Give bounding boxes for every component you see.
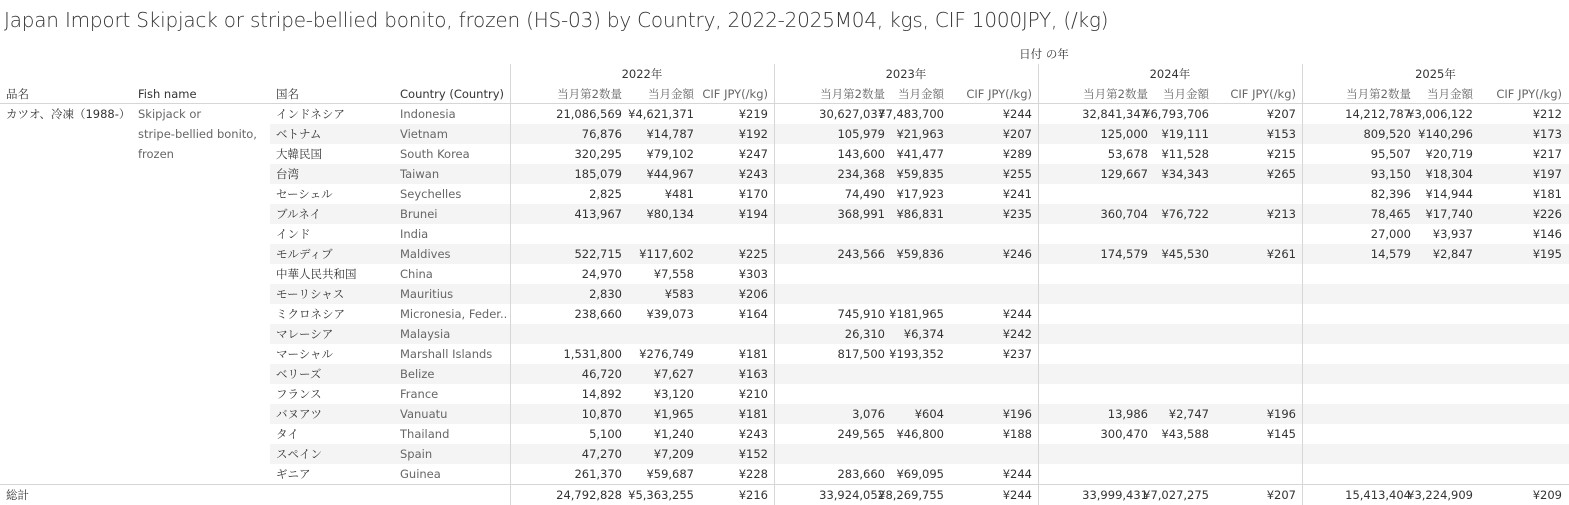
data-cell: ¥163 — [738, 367, 768, 381]
country-name-en: Mauritius — [400, 287, 454, 301]
country-name-en: Thailand — [400, 427, 450, 441]
data-cell: ¥583 — [664, 287, 694, 301]
data-cell: ¥246 — [1002, 247, 1032, 261]
data-cell: 14,212,787 — [1345, 107, 1411, 121]
data-cell: 10,870 — [581, 407, 622, 421]
data-cell: ¥69,095 — [896, 467, 944, 481]
data-cell: ¥7,483,700 — [878, 107, 944, 121]
data-cell: 817,500 — [837, 347, 885, 361]
country-name-en: Malaysia — [400, 327, 451, 341]
data-cell: ¥276,749 — [639, 347, 694, 361]
country-name-jp: フランス — [276, 387, 322, 401]
country-name-en: Indonesia — [400, 107, 456, 121]
data-cell: ¥243 — [738, 427, 768, 441]
data-cell: 1,531,800 — [563, 347, 622, 361]
header-divider — [0, 103, 1569, 104]
data-cell: ¥196 — [1266, 407, 1296, 421]
data-cell: 522,715 — [574, 247, 622, 261]
total-cell: ¥244 — [1002, 488, 1032, 502]
data-cell: ¥289 — [1002, 147, 1032, 161]
data-cell: ¥11,528 — [1161, 147, 1209, 161]
data-cell: 32,841,347 — [1082, 107, 1148, 121]
data-cell: ¥213 — [1266, 207, 1296, 221]
data-cell: ¥173 — [1532, 127, 1562, 141]
data-cell: 14,892 — [581, 387, 622, 401]
data-cell: ¥7,627 — [653, 367, 694, 381]
total-cell: 33,999,431 — [1082, 488, 1148, 502]
country-name-jp: ミクロネシア — [276, 307, 345, 321]
column-group-label: 日付 の年 — [1019, 47, 1069, 61]
data-cell: 82,396 — [1370, 187, 1411, 201]
country-name-en: Vanuatu — [400, 407, 448, 421]
product-name-en: frozen — [138, 147, 174, 161]
data-cell: 360,704 — [1100, 207, 1148, 221]
data-cell: ¥207 — [1002, 127, 1032, 141]
data-cell: ¥217 — [1532, 147, 1562, 161]
data-cell: ¥181 — [738, 407, 768, 421]
measure-header: 当月第2数量 — [557, 87, 622, 101]
measure-header: 当月金額 — [898, 87, 944, 101]
data-cell: ¥235 — [1002, 207, 1032, 221]
year-divider — [1038, 64, 1039, 505]
data-cell: 185,079 — [574, 167, 622, 181]
total-cell: 33,924,052 — [819, 488, 885, 502]
data-cell: ¥170 — [738, 187, 768, 201]
country-name-jp: モーリシャス — [276, 287, 345, 301]
data-cell: ¥17,923 — [896, 187, 944, 201]
data-cell: ¥3,006,122 — [1407, 107, 1473, 121]
data-cell: ¥3,120 — [653, 387, 694, 401]
data-cell: ¥244 — [1002, 107, 1032, 121]
measure-header: CIF JPY(/kg) — [966, 87, 1032, 101]
country-name-en: Belize — [400, 367, 435, 381]
total-cell: ¥7,027,275 — [1143, 488, 1209, 502]
data-cell: ¥207 — [1266, 107, 1296, 121]
country-name-jp: モルディブ — [276, 247, 333, 261]
year-header: 2023年 — [885, 67, 927, 81]
data-cell: ¥195 — [1532, 247, 1562, 261]
data-cell: 745,910 — [837, 307, 885, 321]
data-cell: 2,830 — [589, 287, 622, 301]
data-cell: ¥243 — [738, 167, 768, 181]
year-header: 2024年 — [1149, 67, 1191, 81]
data-cell: 261,370 — [574, 467, 622, 481]
row-header-label: 国名 — [276, 87, 299, 101]
data-cell: ¥228 — [738, 467, 768, 481]
country-name-jp: タイ — [276, 427, 299, 441]
data-cell: ¥3,937 — [1432, 227, 1473, 241]
total-cell: ¥207 — [1266, 488, 1296, 502]
data-cell: 93,150 — [1370, 167, 1411, 181]
data-cell: 14,579 — [1370, 247, 1411, 261]
data-cell: ¥39,073 — [646, 307, 694, 321]
country-name-jp: ベトナム — [276, 127, 322, 141]
data-cell: ¥2,747 — [1168, 407, 1209, 421]
year-divider — [510, 64, 511, 505]
data-cell: 26,310 — [844, 327, 885, 341]
data-cell: ¥481 — [664, 187, 694, 201]
data-cell: ¥76,722 — [1161, 207, 1209, 221]
product-name-en: Skipjack or — [138, 107, 202, 121]
country-name-jp: マーシャル — [276, 347, 334, 361]
country-name-jp: 台湾 — [276, 167, 299, 181]
data-cell: ¥59,687 — [646, 467, 694, 481]
data-cell: ¥59,835 — [896, 167, 944, 181]
measure-header: 当月金額 — [1427, 87, 1473, 101]
data-cell: ¥188 — [1002, 427, 1032, 441]
row-header-label: 品名 — [6, 87, 29, 101]
data-cell: ¥242 — [1002, 327, 1032, 341]
country-name-en: Micronesia, Feder.. — [400, 307, 508, 321]
year-divider — [774, 64, 775, 505]
country-name-jp: インド — [276, 227, 311, 241]
data-cell: ¥44,967 — [646, 167, 694, 181]
data-cell: ¥86,831 — [896, 207, 944, 221]
country-name-jp: 大韓民国 — [276, 147, 322, 161]
data-cell: 143,600 — [837, 147, 885, 161]
data-cell: ¥7,558 — [653, 267, 694, 281]
data-cell: ¥194 — [738, 207, 768, 221]
data-cell: ¥226 — [1532, 207, 1562, 221]
data-cell: 413,967 — [574, 207, 622, 221]
data-cell: 174,579 — [1100, 247, 1148, 261]
data-cell: ¥17,740 — [1425, 207, 1473, 221]
data-cell: ¥4,621,371 — [628, 107, 694, 121]
data-cell: 249,565 — [837, 427, 885, 441]
product-name-jp: カツオ、冷凍（1988-） — [6, 107, 131, 121]
data-cell: ¥145 — [1266, 427, 1296, 441]
country-name-en: China — [400, 267, 433, 281]
data-cell: ¥140,296 — [1418, 127, 1473, 141]
country-name-en: Seychelles — [400, 187, 462, 201]
data-cell: ¥265 — [1266, 167, 1296, 181]
total-cell: ¥3,224,909 — [1407, 488, 1473, 502]
total-label: 総計 — [6, 488, 29, 502]
data-cell: ¥247 — [738, 147, 768, 161]
data-cell: 95,507 — [1370, 147, 1411, 161]
data-cell: 234,368 — [837, 167, 885, 181]
data-cell: ¥6,374 — [903, 327, 944, 341]
data-cell: ¥244 — [1002, 307, 1032, 321]
data-cell: ¥21,963 — [896, 127, 944, 141]
country-name-jp: スペイン — [276, 447, 322, 461]
country-name-jp: セーシェル — [276, 187, 333, 201]
data-cell: ¥604 — [914, 407, 944, 421]
country-name-jp: 中華人民共和国 — [276, 267, 357, 281]
data-cell: 78,465 — [1370, 207, 1411, 221]
data-cell: 105,979 — [837, 127, 885, 141]
row-header-label: Country (Country) — [400, 87, 504, 101]
data-cell: ¥59,836 — [896, 247, 944, 261]
row-header-label: Fish name — [138, 87, 197, 101]
crosstab-table — [0, 44, 1569, 504]
country-name-en: France — [400, 387, 439, 401]
data-cell: ¥197 — [1532, 167, 1562, 181]
data-cell: 3,076 — [852, 407, 885, 421]
data-cell: ¥46,800 — [896, 427, 944, 441]
data-cell: ¥7,209 — [653, 447, 694, 461]
total-cell: ¥8,269,755 — [878, 488, 944, 502]
data-cell: ¥193,352 — [889, 347, 944, 361]
data-cell: 243,566 — [837, 247, 885, 261]
data-cell: 46,720 — [581, 367, 622, 381]
data-cell: ¥14,944 — [1425, 187, 1473, 201]
data-cell: ¥18,304 — [1425, 167, 1473, 181]
data-cell: 5,100 — [589, 427, 622, 441]
country-name-jp: ブルネイ — [276, 207, 321, 221]
data-cell: 300,470 — [1100, 427, 1148, 441]
data-cell: ¥80,134 — [646, 207, 694, 221]
data-cell: 27,000 — [1370, 227, 1411, 241]
data-cell: ¥1,965 — [653, 407, 694, 421]
data-cell: ¥219 — [738, 107, 768, 121]
data-cell: ¥14,787 — [646, 127, 694, 141]
country-name-en: India — [400, 227, 429, 241]
country-name-jp: インドネシア — [276, 107, 345, 121]
data-cell: ¥45,530 — [1161, 247, 1209, 261]
country-name-en: Maldives — [400, 247, 451, 261]
data-cell: 30,627,037 — [819, 107, 885, 121]
data-cell: 320,295 — [574, 147, 622, 161]
data-cell: ¥181,965 — [889, 307, 944, 321]
data-cell: 283,660 — [837, 467, 885, 481]
data-cell: ¥237 — [1002, 347, 1032, 361]
year-header: 2025年 — [1415, 67, 1456, 81]
data-cell: 238,660 — [574, 307, 622, 321]
data-cell: 2,825 — [589, 187, 622, 201]
measure-header: CIF JPY(/kg) — [702, 87, 768, 101]
data-cell: ¥206 — [738, 287, 768, 301]
total-cell: ¥216 — [738, 488, 768, 502]
measure-header: CIF JPY(/kg) — [1496, 87, 1562, 101]
data-cell: ¥6,793,706 — [1143, 107, 1209, 121]
data-cell: 24,970 — [581, 267, 622, 281]
total-divider — [0, 484, 1569, 485]
year-header: 2022年 — [621, 67, 663, 81]
data-cell: 21,086,569 — [556, 107, 622, 121]
data-cell: ¥79,102 — [646, 147, 694, 161]
data-cell: ¥41,477 — [896, 147, 944, 161]
measure-header: 当月第2数量 — [820, 87, 885, 101]
data-cell: ¥2,847 — [1432, 247, 1473, 261]
country-name-jp: バヌアツ — [276, 407, 322, 421]
data-cell: ¥164 — [738, 307, 768, 321]
data-cell: ¥192 — [738, 127, 768, 141]
country-name-en: Taiwan — [400, 167, 440, 181]
total-cell: 15,413,404 — [1345, 488, 1411, 502]
measure-header: 当月金額 — [648, 87, 694, 101]
data-cell: 47,270 — [581, 447, 622, 461]
data-cell: ¥210 — [738, 387, 768, 401]
data-cell: ¥181 — [1532, 187, 1562, 201]
measure-header: CIF JPY(/kg) — [1230, 87, 1296, 101]
data-cell: 53,678 — [1107, 147, 1148, 161]
data-cell: 809,520 — [1363, 127, 1411, 141]
page-title: Japan Import Skipjack or stripe-bellied bonito, frozen (HS-03) by Country, 2022-2025M04, kgs, CIF 1000JPY, (/kg) — [4, 8, 1109, 32]
data-cell: ¥19,111 — [1161, 127, 1209, 141]
data-cell: ¥212 — [1532, 107, 1562, 121]
country-name-en: Brunei — [400, 207, 438, 221]
country-name-en: Spain — [400, 447, 433, 461]
data-cell: ¥261 — [1266, 247, 1296, 261]
measure-header: 当月第2数量 — [1083, 87, 1148, 101]
data-cell: ¥20,719 — [1425, 147, 1473, 161]
data-cell: 368,991 — [837, 207, 885, 221]
data-cell: ¥153 — [1266, 127, 1296, 141]
measure-header: 当月金額 — [1163, 87, 1209, 101]
data-cell: 129,667 — [1100, 167, 1148, 181]
data-cell: ¥181 — [738, 347, 768, 361]
year-divider — [1302, 64, 1303, 505]
total-cell: ¥5,363,255 — [628, 488, 694, 502]
data-cell: ¥303 — [738, 267, 768, 281]
data-cell: 125,000 — [1100, 127, 1148, 141]
data-cell: ¥43,588 — [1161, 427, 1209, 441]
total-cell: 24,792,828 — [556, 488, 622, 502]
data-cell: ¥152 — [738, 447, 768, 461]
country-name-jp: ベリーズ — [276, 367, 322, 381]
data-cell: ¥215 — [1266, 147, 1296, 161]
country-name-en: Marshall Islands — [400, 347, 493, 361]
country-name-jp: マレーシア — [276, 327, 334, 341]
country-name-jp: ギニア — [276, 467, 311, 481]
data-cell: 76,876 — [581, 127, 622, 141]
data-cell: ¥255 — [1002, 167, 1032, 181]
product-name-en: stripe-bellied bonito, — [138, 127, 257, 141]
data-cell: ¥146 — [1532, 227, 1562, 241]
data-cell: ¥225 — [738, 247, 768, 261]
country-name-en: South Korea — [400, 147, 470, 161]
data-cell: ¥117,602 — [639, 247, 694, 261]
country-name-en: Guinea — [400, 467, 441, 481]
data-cell: ¥244 — [1002, 467, 1032, 481]
data-cell: 74,490 — [844, 187, 885, 201]
country-name-en: Vietnam — [400, 127, 448, 141]
data-cell: ¥34,343 — [1161, 167, 1209, 181]
data-cell: ¥1,240 — [653, 427, 694, 441]
total-cell: ¥209 — [1532, 488, 1562, 502]
data-cell: ¥196 — [1002, 407, 1032, 421]
measure-header: 当月第2数量 — [1346, 87, 1411, 101]
data-cell: 13,986 — [1107, 407, 1148, 421]
data-cell: ¥241 — [1002, 187, 1032, 201]
